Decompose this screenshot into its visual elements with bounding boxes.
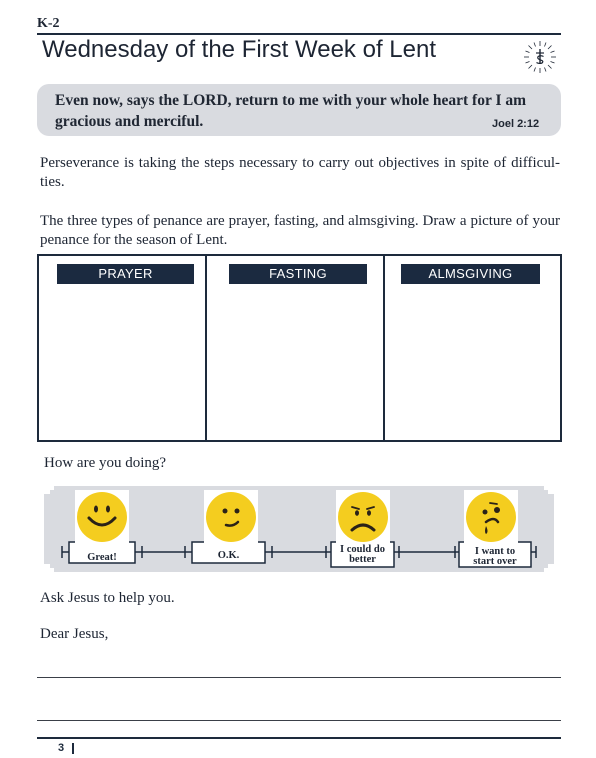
could-do-better-face-icon[interactable] [336, 490, 390, 544]
grade-label: K-2 [37, 16, 60, 31]
fasting-column-header: FASTING [229, 264, 367, 284]
could-do-better-label [331, 545, 394, 565]
page-number: 3 [58, 742, 65, 754]
prayer-column-header: PRAYER [57, 264, 194, 284]
start-over-line1: I want to [474, 546, 516, 557]
ask-jesus-text: Ask Jesus to help you. [40, 590, 175, 606]
ok-label [192, 547, 265, 568]
great-smiley-icon[interactable] [75, 490, 129, 544]
christogram-seal-icon [523, 40, 557, 74]
page-number-divider [72, 743, 74, 754]
column-divider [383, 256, 385, 440]
ok-smiley-icon[interactable] [204, 490, 258, 544]
great-label [69, 547, 135, 568]
start-over-label [459, 547, 531, 567]
almsgiving-column-header: ALMSGIVING [401, 264, 540, 284]
column-divider [205, 256, 207, 440]
scripture-reference: Joel 2:12 [492, 118, 540, 130]
start-over-face-icon[interactable] [464, 490, 518, 544]
dear-jesus-salutation: Dear Jesus, [40, 626, 109, 642]
penance-paragraph: The three types of penance are prayer, fasting, and almsgiving. Draw a picture of your penance for the season of Lent. [40, 213, 560, 248]
could-do-better-line1: I could do [340, 544, 385, 555]
mood-question: How are you doing? [44, 455, 167, 471]
footer-rule [37, 737, 561, 739]
great-label-text: Great! [87, 552, 117, 563]
ok-label-text: O.K. [217, 550, 240, 561]
page-title: Wednesday of the First Week of Lent [42, 36, 436, 63]
writing-line[interactable] [37, 720, 561, 721]
could-do-better-line2: better [349, 554, 376, 565]
start-over-line2: start over [473, 556, 517, 567]
perseverance-paragraph: Perseverance is taking the steps necessary to carry out objectives in spite of difficul-ties. [40, 155, 560, 190]
writing-line[interactable] [37, 677, 561, 678]
title-rule [37, 33, 561, 35]
scripture-text: Even now, says the LORD, return to me with your whole heart for I am gracious and merciful. [55, 92, 527, 130]
